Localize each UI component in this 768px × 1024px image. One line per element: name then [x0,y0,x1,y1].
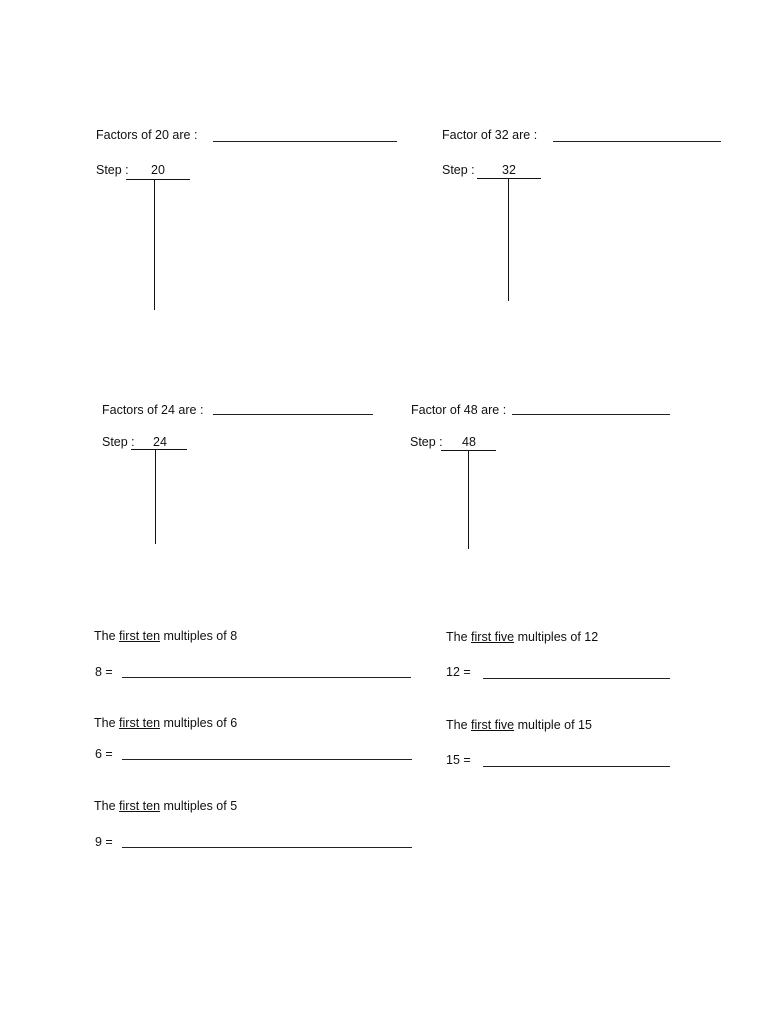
question-suffix: multiples of 12 [517,630,599,644]
division-bar [131,449,187,450]
step-label: Step : [96,163,129,177]
factor-label: Factors of 24 are : [102,403,204,417]
question-prefix: The [94,799,116,813]
multiples-question [94,799,237,813]
question-prefix: The [446,718,468,732]
answer-blank[interactable] [213,141,397,142]
question-suffix: multiples of 8 [163,629,238,643]
question-emphasis: first ten [119,799,161,813]
division-stem [154,180,155,310]
answer-blank[interactable] [483,766,670,767]
question-emphasis: first five [471,718,515,732]
answer-blank[interactable] [122,677,411,678]
answer-label: 12 = [446,665,471,679]
multiples-question [94,716,237,730]
answer-label: 15 = [446,753,471,767]
division-stem [508,179,509,301]
step-label: Step : [410,435,443,449]
question-prefix: The [94,716,116,730]
question-prefix: The [446,630,468,644]
answer-blank[interactable] [553,141,721,142]
answer-blank[interactable] [483,678,670,679]
step-number: 20 [151,163,165,177]
factor-label: Factor of 48 are : [411,403,507,417]
multiples-question [446,718,592,732]
factor-label: Factors of 20 are : [96,128,198,142]
multiples-question [94,629,237,643]
answer-label: 6 = [95,747,113,761]
multiples-question [446,630,598,644]
step-number: 24 [153,435,167,449]
answer-blank[interactable] [512,414,670,415]
step-number: 48 [462,435,476,449]
answer-blank[interactable] [213,414,373,415]
answer-blank[interactable] [122,847,412,848]
answer-label: 9 = [95,835,113,849]
question-emphasis: first five [471,630,515,644]
division-stem [468,451,469,549]
division-bar [477,178,541,179]
answer-label: 8 = [95,665,113,679]
division-bar [126,179,190,180]
factor-label: Factor of 32 are : [442,128,538,142]
question-emphasis: first ten [119,629,161,643]
answer-blank[interactable] [122,759,412,760]
step-number: 32 [502,163,516,177]
question-suffix: multiple of 15 [517,718,592,732]
division-stem [155,450,156,544]
question-suffix: multiples of 6 [163,716,238,730]
question-emphasis: first ten [119,716,161,730]
question-prefix: The [94,629,116,643]
step-label: Step : [442,163,475,177]
step-label: Step : [102,435,135,449]
question-suffix: multiples of 5 [163,799,238,813]
